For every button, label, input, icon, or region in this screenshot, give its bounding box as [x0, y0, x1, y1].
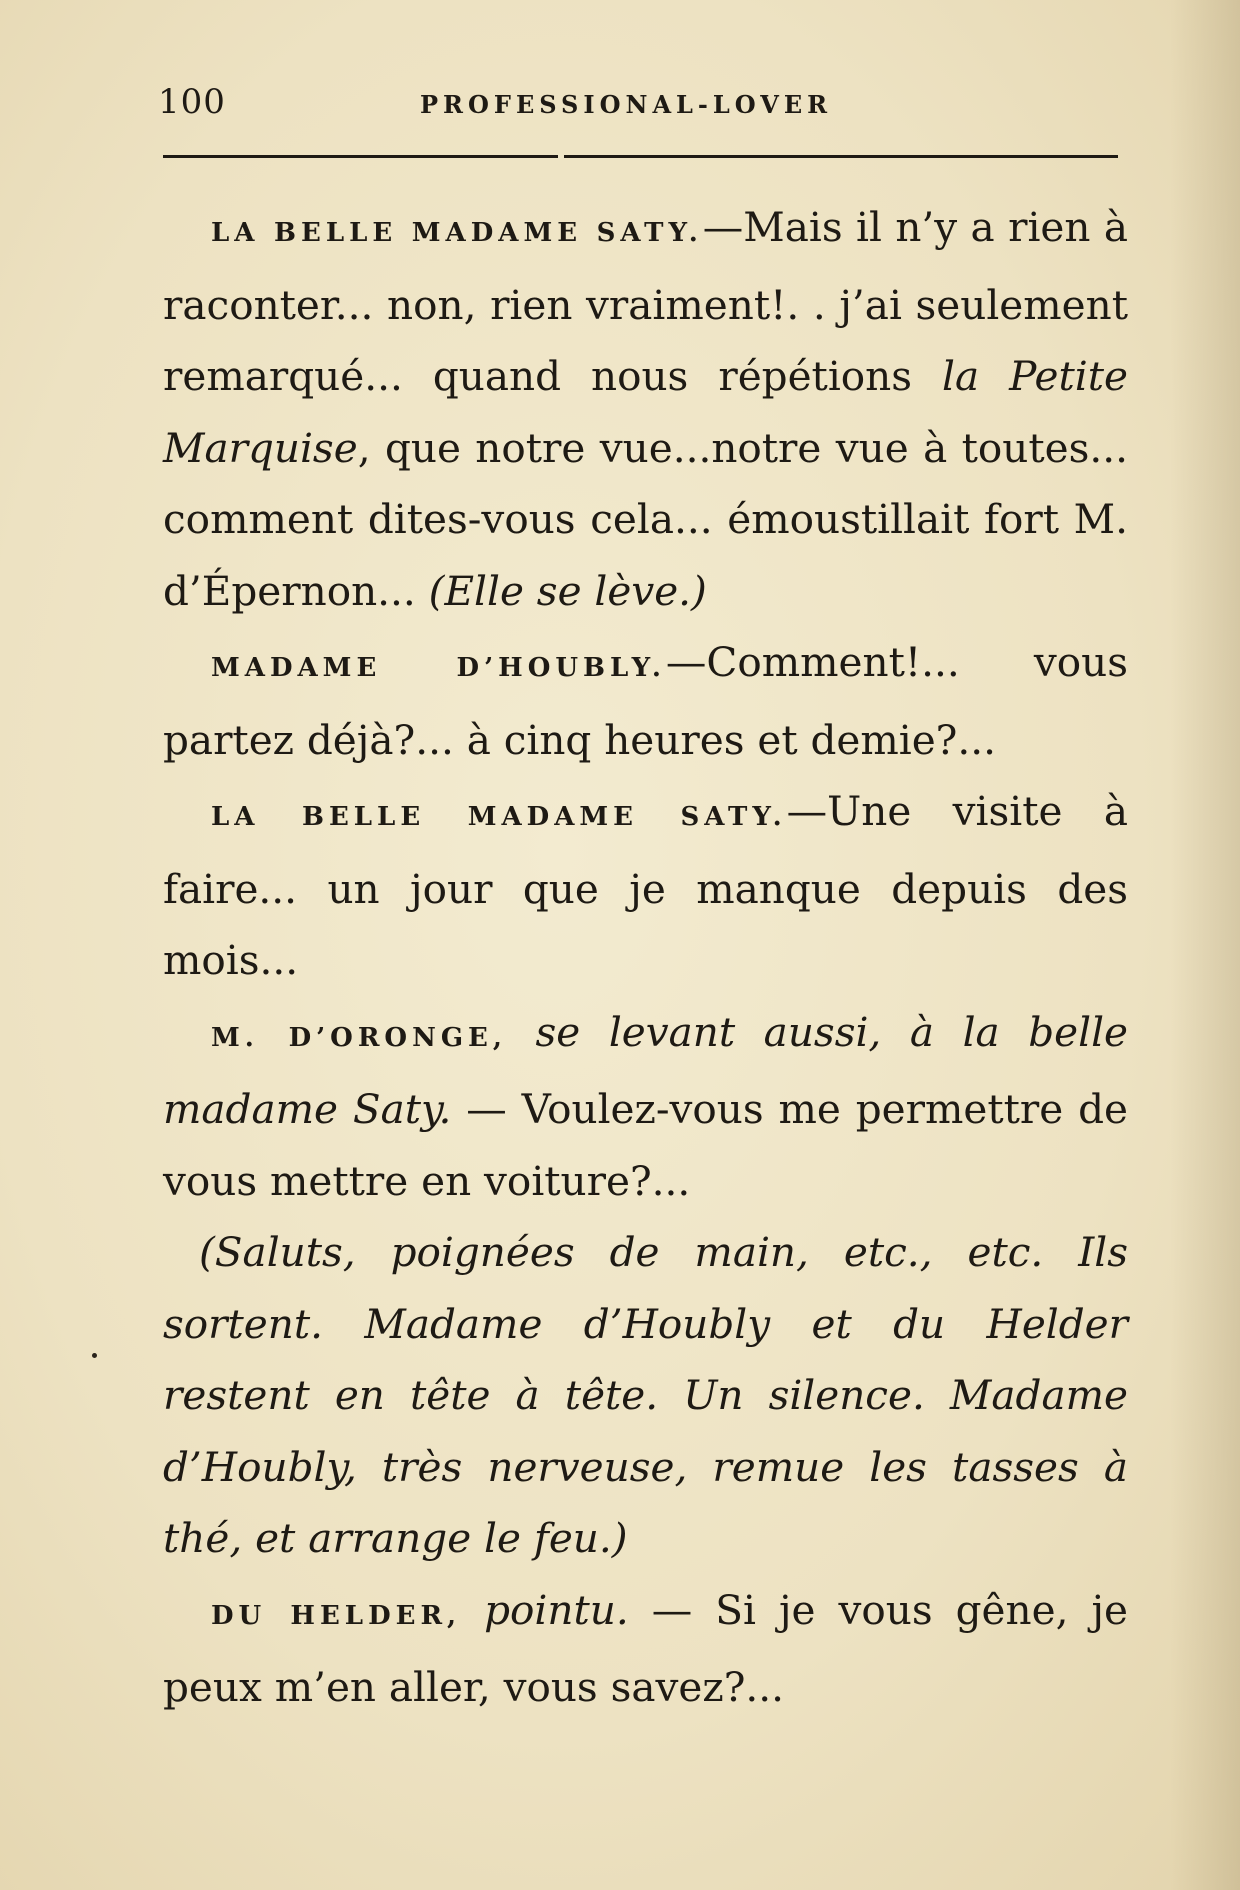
speaker-name: DU HELDER, — [211, 1600, 462, 1631]
speaker-name: M. D’ORONGE, — [211, 1022, 507, 1053]
dialogue-text: Si je vous gêne, je peux m’en aller, vous savez?... — [163, 1585, 1128, 1711]
dash-separator: — — [451, 1085, 522, 1133]
dialogue-text: , que notre vue...notre vue à toutes... comment dites-vous cela... émoustillait fort M. d’Épernon... — [163, 423, 1128, 615]
speaker-name: LA BELLE MADAME SATY. — [211, 802, 787, 832]
dialogue-text: Une visite à faire... un jour que je manque depuis des mois... — [163, 787, 1128, 984]
dash-separator: — — [665, 638, 707, 686]
stage-direction: pointu. — [484, 1585, 629, 1634]
dialogue-text: Comment!... vous partez déjà?... à cinq heures et demie?... — [163, 638, 1128, 764]
dash-separator: — — [702, 203, 744, 251]
stage-direction-paragraph: (Saluts, poignées de main, etc., etc. Ils sortent. Madame d’Houbly et du Helder restent en tête à tête. Un silence. Madame d’Houbly, très nerveuse, remue les tasses à thé, et arrange le feu.) — [163, 1228, 1128, 1562]
page-header — [158, 82, 1118, 122]
speaker-name: MADAME D’HOUBLY. — [211, 653, 666, 683]
header-rule — [163, 155, 1118, 158]
dash-separator: — — [786, 787, 828, 835]
dialogue-text: Voulez-vous me permettre de vous mettre en voiture?... — [163, 1085, 1128, 1205]
dialogue-paragraph — [163, 1575, 1128, 1724]
page-shadow — [1170, 0, 1240, 1890]
dialogue-paragraph — [163, 997, 1128, 1218]
dialogue-text: Mais il n’y a rien à raconter... non, rien vraiment!. . j’ai seulement remarqué... quand nous répétions — [163, 203, 1128, 400]
dialogue-paragraph — [163, 192, 1128, 627]
page-number: 100 — [158, 82, 226, 122]
stage-direction: (Elle se lève.) — [428, 566, 707, 615]
dialogue-paragraph — [163, 776, 1128, 997]
margin-mark — [92, 1353, 97, 1358]
speaker-name: LA BELLE MADAME SATY. — [211, 218, 703, 248]
dash-separator: — — [628, 1585, 716, 1634]
dialogue-paragraph — [163, 627, 1128, 776]
stage-direction: se levant aussi, à la belle madame Saty. — [163, 1007, 1129, 1133]
play-title: la Petite Marquise — [163, 352, 1128, 472]
running-title: PROFESSIONAL-LOVER — [420, 90, 833, 119]
page-body — [163, 192, 1128, 1724]
